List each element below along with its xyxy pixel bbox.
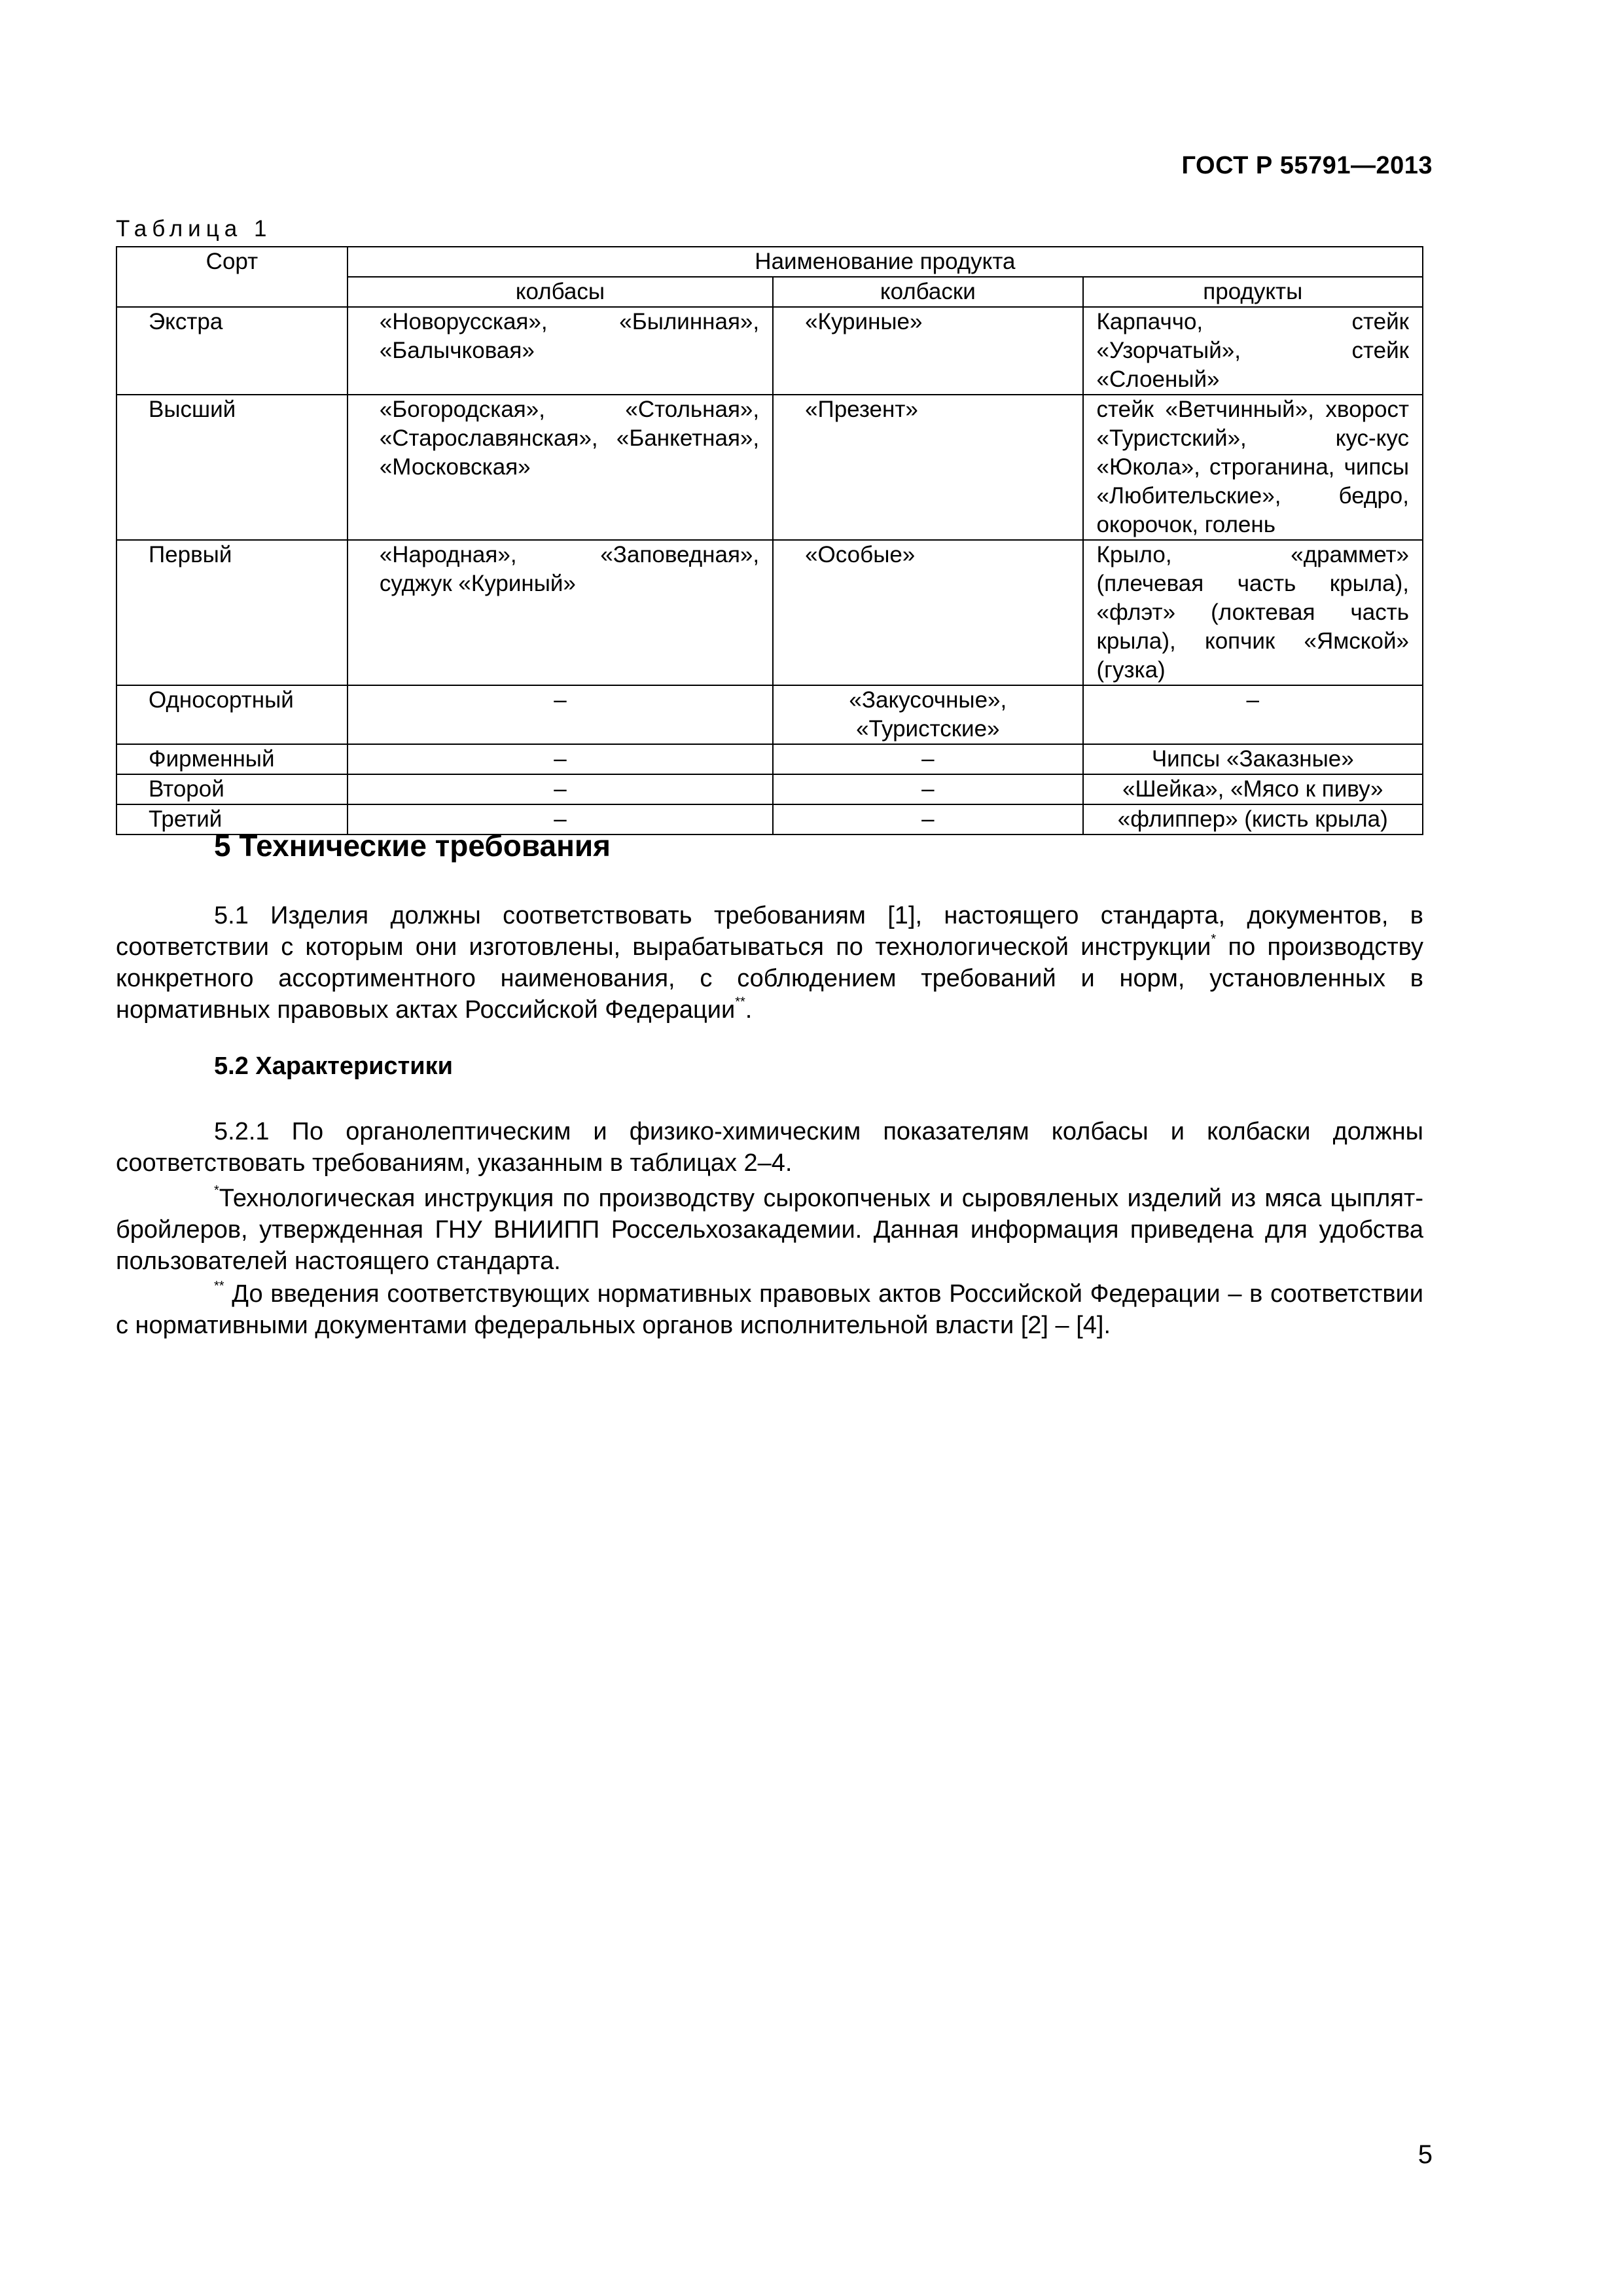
- paragraph-5-1-part-b: по производству конкретного ассортиментного наименования, с соблюдением требований и норм, установленных в нормативных правовых актах Российской Федерации: [116, 933, 1424, 1024]
- cell-produkty: Чипсы «Заказные»: [1083, 744, 1423, 774]
- cell-kolbaski: «Особые»: [773, 540, 1082, 685]
- footnote-1: [116, 1183, 1423, 1277]
- cell-kolbasy: –: [348, 774, 773, 804]
- cell-kolbaski: «Закусочные», «Туристские»: [773, 685, 1082, 744]
- header-kolbasy: колбасы: [348, 277, 773, 307]
- cell-sort: Третий: [116, 804, 348, 834]
- products-table: [116, 246, 1423, 835]
- table-row: [116, 307, 1423, 395]
- cell-kolbaski: –: [773, 744, 1082, 774]
- table-row: [116, 540, 1423, 685]
- cell-produkty: –: [1083, 685, 1423, 744]
- cell-kolbasy: «Народная», «Заповедная», суджук «Куриный»: [348, 540, 773, 685]
- cell-kolbasy: «Новорусская», «Былинная», «Балычковая»: [348, 307, 773, 395]
- cell-sort: Фирменный: [116, 744, 348, 774]
- cell-sort: Первый: [116, 540, 348, 685]
- cell-sort: Второй: [116, 774, 348, 804]
- cell-kolbaski: «Презент»: [773, 395, 1082, 540]
- section-5-2-heading: 5.2 Характеристики: [214, 1052, 454, 1080]
- table-row: [116, 744, 1423, 774]
- header-produkty: продукты: [1083, 277, 1423, 307]
- header-product-name: Наименование продукта: [348, 247, 1423, 277]
- paragraph-5-2-1: 5.2.1 По органолептическим и физико-химическим показателям колбасы и колбаски должны соответствовать требованиям, указанным в таблицах 2–4.: [116, 1118, 1423, 1177]
- footnote-mark-1: *: [1211, 932, 1217, 946]
- footnote-2-text: До введения соответствующих нормативных правовых актов Российской Федерации – в соответствии с нормативными документами федеральных органов исполнительной власти [2] – [4].: [116, 1280, 1423, 1339]
- cell-kolbasy: «Богородская», «Стольная», «Старославянская», «Банкетная», «Московская»: [348, 395, 773, 540]
- cell-kolbaski: –: [773, 774, 1082, 804]
- header-sort: Сорт: [116, 247, 348, 307]
- cell-sort: Односортный: [116, 685, 348, 744]
- footnote-1-mark: *: [214, 1183, 219, 1198]
- cell-sort: Экстра: [116, 307, 348, 395]
- cell-kolbasy: –: [348, 804, 773, 834]
- cell-produkty: Крыло, «драммет» (плечевая часть крыла), «флэт» (локтевая часть крыла), копчик «Ямской» (гузка): [1083, 540, 1423, 685]
- page-number: 5: [1418, 2140, 1433, 2169]
- cell-kolbasy: –: [348, 744, 773, 774]
- footnote-1-text: Технологическая инструкция по производству сырокопченых и сыровяленых изделий из мяса цыплят-бройлеров, утвержденная ГНУ ВНИИПП Россельхозакадемии. Данная информация приведена для удобства пользователей настоящего стандарта.: [116, 1185, 1423, 1275]
- section-5-heading: 5 Технические требования: [214, 829, 611, 863]
- paragraph-5-1-part-c: .: [745, 996, 753, 1024]
- footnote-mark-2: **: [735, 995, 745, 1009]
- cell-produkty: Карпаччо, стейк «Узорчатый», стейк «Слоеный»: [1083, 307, 1423, 395]
- cell-kolbaski: –: [773, 804, 1082, 834]
- cell-sort: Высший: [116, 395, 348, 540]
- cell-produkty: стейк «Ветчинный», хворост «Туристский», кус-кус «Юкола», строганина, чипсы «Любительские», бедро, окорочок, голень: [1083, 395, 1423, 540]
- footnote-2: [116, 1278, 1423, 1341]
- cell-kolbaski: «Куриные»: [773, 307, 1082, 395]
- table-caption: Таблица 1: [116, 216, 272, 242]
- table-row: [116, 395, 1423, 540]
- cell-produkty: «флиппер» (кисть крыла): [1083, 804, 1423, 834]
- paragraph-5-1: [116, 900, 1423, 1026]
- header-kolbaski: колбаски: [773, 277, 1082, 307]
- document-code: ГОСТ Р 55791—2013: [1181, 152, 1433, 179]
- cell-kolbasy: –: [348, 685, 773, 744]
- table-row: [116, 774, 1423, 804]
- table-row: [116, 685, 1423, 744]
- cell-produkty: «Шейка», «Мясо к пиву»: [1083, 774, 1423, 804]
- footnote-2-mark: **: [214, 1279, 224, 1293]
- paragraph-5-1-part-a: 5.1 Изделия должны соответствовать требованиям [1], настоящего стандарта, документов, в соответствии с которым они изготовлены, вырабатываться по технологической инструкции: [116, 902, 1423, 961]
